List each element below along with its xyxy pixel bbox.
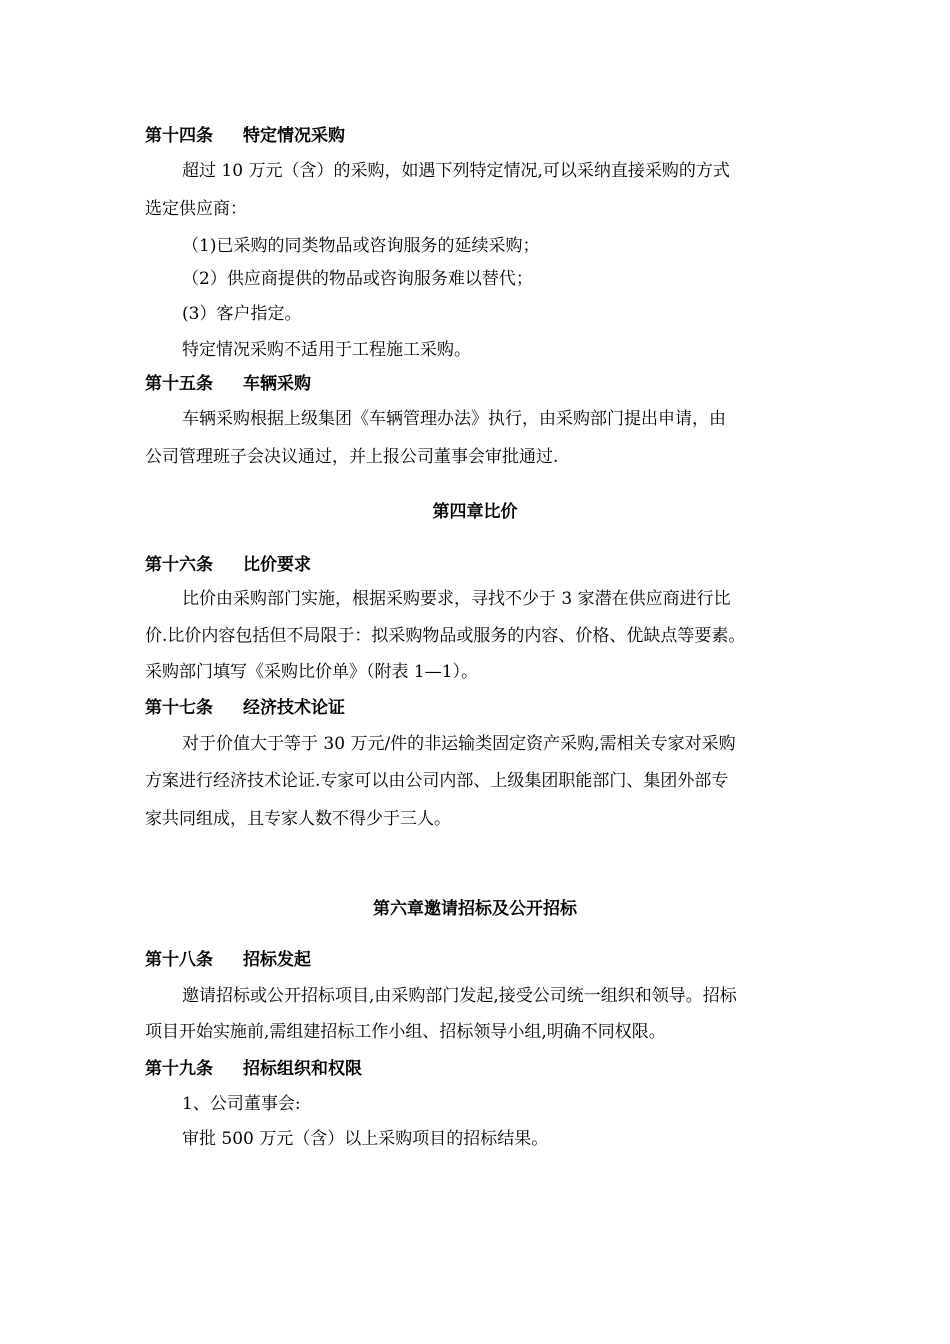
article-title: 经济技术论证: [243, 698, 345, 718]
article-heading-18: [145, 949, 311, 971]
paragraph-line: 车辆采购根据上级集团《车辆管理办法》执行，由采购部门提出申请，由: [182, 409, 726, 429]
article-title: 车辆采购: [243, 374, 311, 394]
paragraph-line: 方案进行经济技术论证.专家可以由公司内部、上级集团职能部门、集团外部专: [145, 771, 729, 791]
article-heading-19: [145, 1058, 362, 1080]
paragraph-line: 对于价值大于等于 30 万元/件的非运输类固定资产采购,需相关专家对采购: [182, 734, 736, 754]
paragraph-line: 价.比价内容包括但不局限于：拟采购物品或服务的内容、价格、优缺点等要素。: [145, 626, 746, 646]
chapter-title: 第四章比价: [432, 502, 518, 522]
paragraph-line: 特定情况采购不适用于工程施工采购。: [182, 340, 471, 360]
article-title: 比价要求: [243, 555, 311, 575]
article-number: 第十八条: [145, 950, 213, 970]
article-number: 第十九条: [145, 1059, 213, 1079]
article-heading-17: [145, 697, 345, 719]
article-heading-16: [145, 554, 311, 576]
article-number: 第十六条: [145, 555, 213, 575]
list-item: （2）供应商提供的物品或咨询服务难以替代；: [182, 269, 533, 289]
list-item: （1)已采购的同类物品或咨询服务的延续采购；: [182, 236, 540, 256]
paragraph-line: 采购部门填写《采购比价单》（附表 1—1）。: [145, 662, 479, 682]
chapter-title: 第六章邀请招标及公开招标: [373, 899, 577, 919]
article-title: 特定情况采购: [243, 126, 345, 146]
article-number: 第十五条: [145, 374, 213, 394]
article-heading-15: [145, 373, 311, 395]
list-item: 1、公司董事会:: [182, 1094, 301, 1114]
article-title: 招标组织和权限: [243, 1059, 362, 1079]
article-heading-14: [145, 125, 345, 147]
paragraph-line: 审批 500 万元（含）以上采购项目的招标结果。: [182, 1129, 549, 1149]
paragraph-line: 邀请招标或公开招标项目,由采购部门发起,接受公司统一组织和领导。招标: [182, 986, 737, 1006]
paragraph-line: 项目开始实施前,需组建招标工作小组、招标领导小组,明确不同权限。: [145, 1022, 666, 1042]
paragraph-line: 家共同组成，且专家人数不得少于三人。: [145, 809, 451, 829]
paragraph-line: 公司管理班子会决议通过，并上报公司董事会审批通过.: [145, 447, 559, 467]
list-item: (3）客户指定。: [182, 304, 302, 324]
article-title: 招标发起: [243, 950, 311, 970]
article-number: 第十四条: [145, 126, 213, 146]
paragraph-line: 比价由采购部门实施，根据采购要求，寻找不少于 3 家潜在供应商进行比: [182, 589, 731, 609]
paragraph-line: 选定供应商：: [145, 199, 247, 219]
article-number: 第十七条: [145, 698, 213, 718]
paragraph-line: 超过 10 万元（含）的采购，如遇下列特定情况,可以采纳直接采购的方式: [182, 161, 730, 181]
